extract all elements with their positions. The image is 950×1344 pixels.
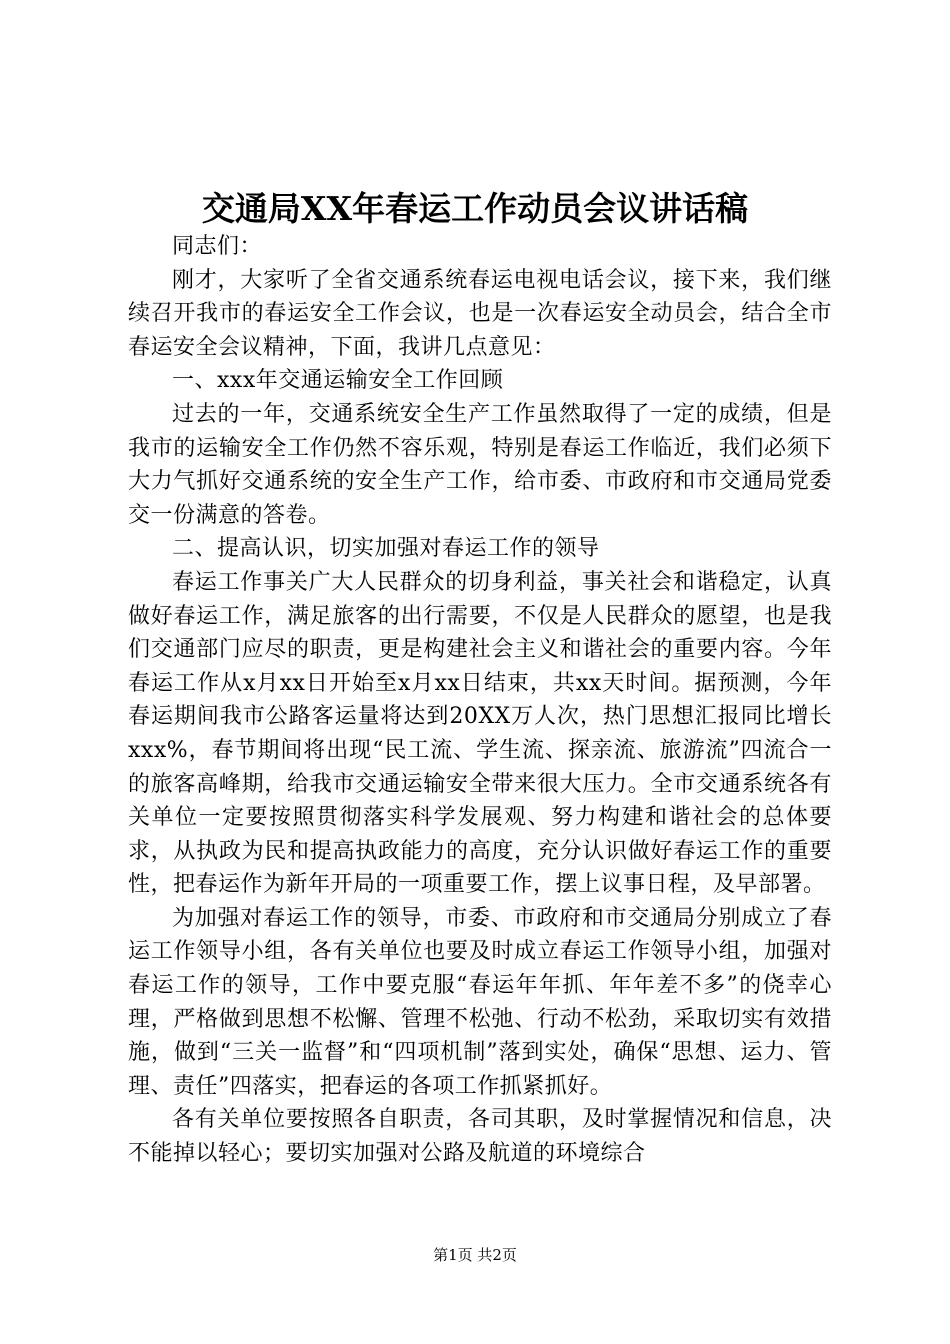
paragraph-review: 过去的一年，交通系统安全生产工作虽然取得了一定的成绩，但是我市的运输安全工作仍然不容乐观，特别是春运工作临近，我们必须下大力气抓好交通系统的安全生产工作，给市委、市政府和市交通局党委交一份满意的答卷。 xyxy=(128,401,832,528)
paragraph-duties: 各有关单位要按照各自职责，各司其职，及时掌握情况和信息，决不能掉以轻心；要切实加强对公路及航道的环境综合 xyxy=(128,1107,832,1167)
paragraph-intro: 刚才，大家听了全省交通系统春运电视电话会议，接下来，我们继续召开我市的春运安全工作会议，也是一次春运安全动员会，结合全市春运安全会议精神，下面，我讲几点意见： xyxy=(128,267,832,360)
section-heading-2: 二、提高认识，切实加强对春运工作的领导 xyxy=(172,536,600,562)
document-title: 交通局XX年春运工作动员会议讲话稿 xyxy=(201,189,749,228)
paragraph-salutation: 同志们： xyxy=(172,234,263,259)
page-number-footer: 第1页 共2页 xyxy=(433,1246,517,1264)
document-body xyxy=(128,230,832,1171)
section-heading-1: 一、xxx年交通运输安全工作回顾 xyxy=(172,368,504,394)
paragraph-leadership: 为加强对春运工作的领导，市委、市政府和市交通局分别成立了春运工作领导小组，各有关单位也要及时成立春运工作领导小组，加强对春运工作的领导，工作中要克服“春运年年抓、年年差不多”的侥幸心理，严格做到思想不松懈、管理不松弛、行动不松劲，采取切实有效措施，做到“三关一监督”和“四项机制”落到实处，确保“思想、运力、管理、责任”四落实，把春运的各项工作抓紧抓好。 xyxy=(128,905,832,1099)
paragraph-importance: 春运工作事关广大人民群众的切身利益，事关社会和谐稳定，认真做好春运工作，满足旅客的出行需要，不仅是人民群众的愿望，也是我们交通部门应尽的职责，更是构建社会主义和谐社会的重要内容。今年春运工作从x月xx日开始至x月xx日结束，共xx天时间。据预测，今年春运期间我市公路客运量将达到20XX万人次，热门思想汇报同比增长xxx%，春节期间将出现“民工流、学生流、探亲流、旅游流”四流合一的旅客高峰期，给我市交通运输安全带来很大压力。全市交通系统各有关单位一定要按照贯彻落实科学发展观、努力构建和谐社会的总体要求，从执政为民和提高执政能力的高度，充分认识做好春运工作的重要性，把春运作为新年开局的一项重要工作，摆上议事日程，及早部署。 xyxy=(128,569,832,898)
